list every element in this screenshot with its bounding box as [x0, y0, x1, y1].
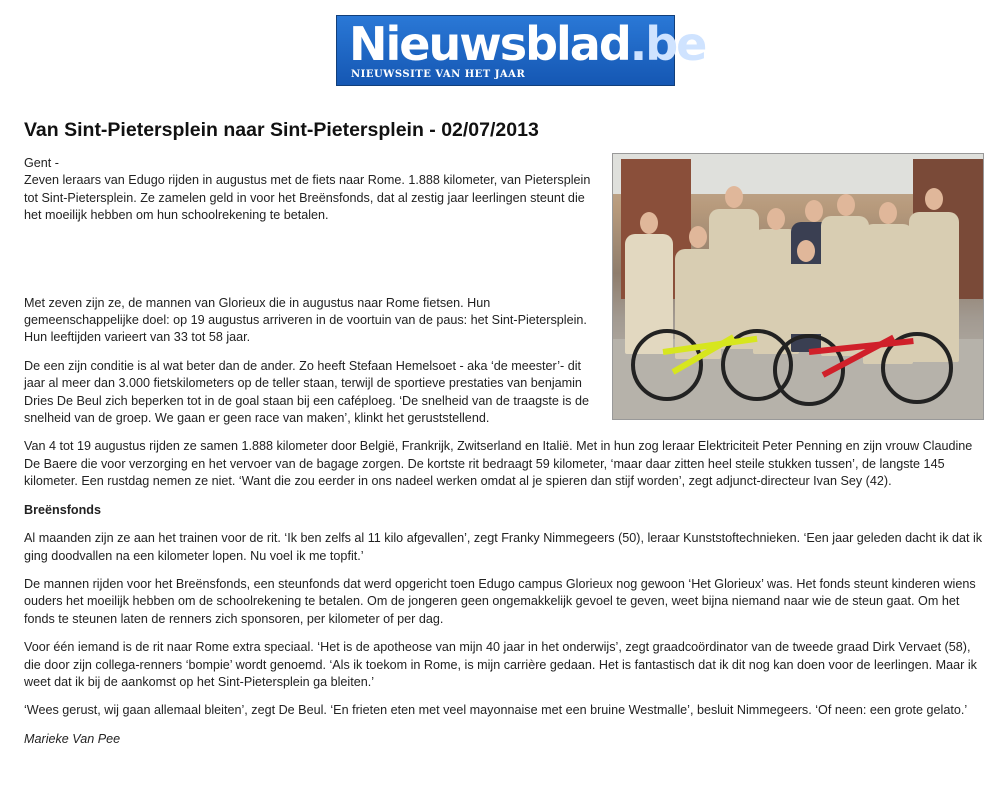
paragraph-5: Al maanden zijn ze aan het trainen voor de rit. ‘Ik ben zelfs al 11 kilo afgevallen’, zegt Franky Nimmegeers (50), leraar Kunststoftechnieken. ‘Een jaar geleden dacht ik dat ik ging doodvallen na een kilometer lopen. Nu voel ik me topfit.’ [24, 531, 983, 563]
paragraph-2: Met zeven zijn ze, de mannen van Glorieux die in augustus naar Rome fietsen. Hun gemeenschappelijke doel: op 19 augustus arriveren in de voortuin van de paus: het Sint-Pietersplein. Hun leeftijden varieert van 33 tot 58 jaar. [24, 295, 587, 345]
intro-paragraph: Zeven leraars van Edugo rijden in augustus met de fiets naar Rome. 1.888 kilometer, van Pietersplein tot Sint-Pietersplein. Ze zamelen geld in voor het Breënsfonds, dat al zestig jaar leerlingen steunt die het moeilijk hebben om hun schoolrekening te betalen. [24, 173, 591, 223]
paragraph-8: ‘Wees gerust, wij gaan allemaal bleiten’, zegt De Beul. ‘En frieten eten met veel mayonnaise met een bruine Westmalle’, besluit Nimmegeers. ‘Of neen: een grote gelato.’ [24, 703, 968, 718]
paragraph-7: Voor één iemand is de rit naar Rome extra speciaal. ‘Het is de apotheose van mijn 40 jaar in het onderwijs’, zegt graadcoördinator van de tweede graad Dirk Vervaet (58), die door zijn collega-renners ‘bompie’ wordt genoemd. ‘Als ik toekom in Rome, is mijn carrière gedaan. Het is fantastisch dat ik dit nog kan doen voor de leerlingen. Maar ik weet dat ik bij de aankomst op het Sint-Pietersplein ga bleiten.’ [24, 640, 977, 689]
article-headline: Van Sint-Pietersplein naar Sint-Pietersplein - 02/07/2013 [24, 119, 539, 141]
site-logo[interactable] [336, 15, 706, 86]
dateline: Gent - [24, 156, 59, 170]
subheading: Breënsfonds [24, 502, 101, 517]
article-body [24, 155, 984, 759]
article-photo [612, 153, 984, 420]
logo-name: Nieuwsblad [349, 17, 630, 71]
author-byline: Marieke Van Pee [24, 731, 121, 746]
logo-tagline: NIEUWSSITE VAN HET JAAR [351, 69, 526, 80]
paragraph-6: De mannen rijden voor het Breënsfonds, een steunfonds dat werd opgericht toen Edugo campus Glorieux nog gewoon ‘Het Glorieux’ was. Het fonds steunt kinderen wiens ouders het moeilijk hebben om de schoolrekening te betalen. Om de jongeren geen ongemakkelijk gevoel te geven, weet bijna niemand naar wie de steun gaat. Om het fonds te steunen laten de renners zich sponsoren, per kilometer of per dag. [24, 576, 976, 626]
logo-suffix: .be [629, 17, 706, 71]
paragraph-4: Van 4 tot 19 augustus rijden ze samen 1.888 kilometer door België, Frankrijk, Zwitserland en Italië. Met in hun zog leraar Elektriciteit Peter Penning en zijn vrouw Claudine De Baere die voor verzorging en het vervoer van de bagage zorgen. De kortste rit bedraagt 59 kilometer, ‘maar daar zitten heel steile stukken tussen’, de langste 145 kilometer. Een rustdag nemen ze niet. ‘Want die zou eerder in ons nadeel werken omdat al je spieren dan stijf worden’, zegt adjunct-directeur Ivan Sey (42). [24, 439, 973, 489]
paragraph-3: De een zijn conditie is al wat beter dan de ander. Zo heeft Stefaan Hemelsoet - aka ‘de meester’- dit jaar al meer dan 3.000 fietskilometers op de teller staan, terwijl de sportieve prestaties van benjamin Dries De Beul zich beperken tot in de goal staan bij een caféploeg. ‘De snelheid van de traagste is de snelheid van de groep. We gaan er geen race van maken’, klinkt het geruststellend. [24, 358, 589, 426]
